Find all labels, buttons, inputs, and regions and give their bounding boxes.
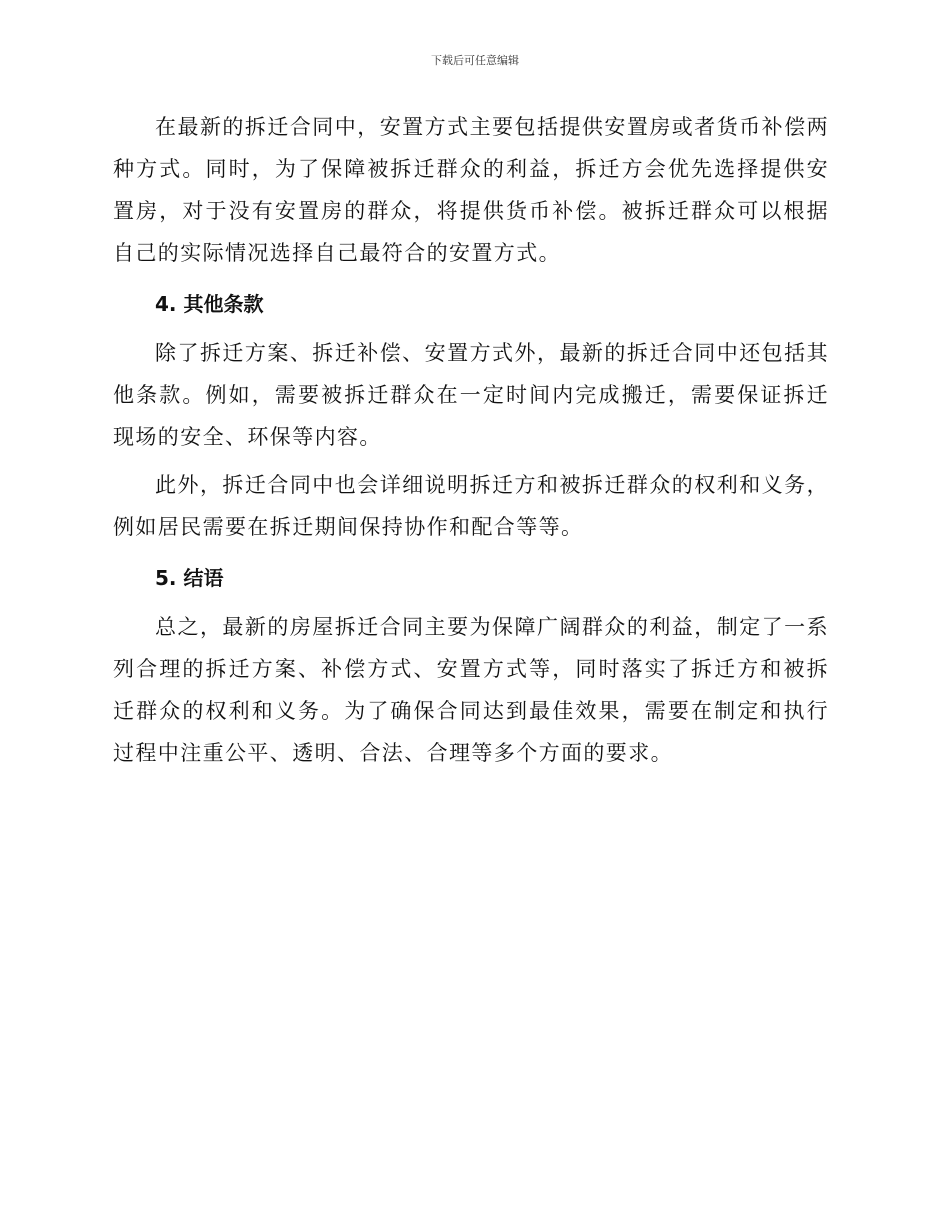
paragraph-rights-obligations: 此外，拆迁合同中也会详细说明拆迁方和被拆迁群众的权利和义务，例如居民需要在拆迁期间保持协作和配合等等。 xyxy=(113,473,829,539)
section-heading-conclusion: 5. 结语 xyxy=(155,566,224,590)
paragraph-conclusion: 总之，最新的房屋拆迁合同主要为保障广阔群众的利益，制定了一系列合理的拆迁方案、补偿方式、安置方式等，同时落实了拆迁方和被拆迁群众的权利和义务。为了确保合同达到最佳效果，需要在制定和执行过程中注重公平、透明、合法、合理等多个方面的要求。 xyxy=(113,615,829,765)
document-body xyxy=(113,106,829,774)
paragraph-other-terms: 除了拆迁方案、拆迁补偿、安置方式外，最新的拆迁合同中还包括其他条款。例如，需要被拆迁群众在一定时间内完成搬迁，需要保证拆迁现场的安全、环保等内容。 xyxy=(113,341,829,449)
paragraph-resettlement: 在最新的拆迁合同中，安置方式主要包括提供安置房或者货币补偿两种方式。同时，为了保障被拆迁群众的利益，拆迁方会优先选择提供安置房，对于没有安置房的群众，将提供货币补偿。被拆迁群众可以根据自己的实际情况选择自己最符合的安置方式。 xyxy=(113,115,829,265)
page-header: 下载后可任意编辑 xyxy=(431,54,519,67)
section-heading-other-terms: 4. 其他条款 xyxy=(155,292,264,316)
